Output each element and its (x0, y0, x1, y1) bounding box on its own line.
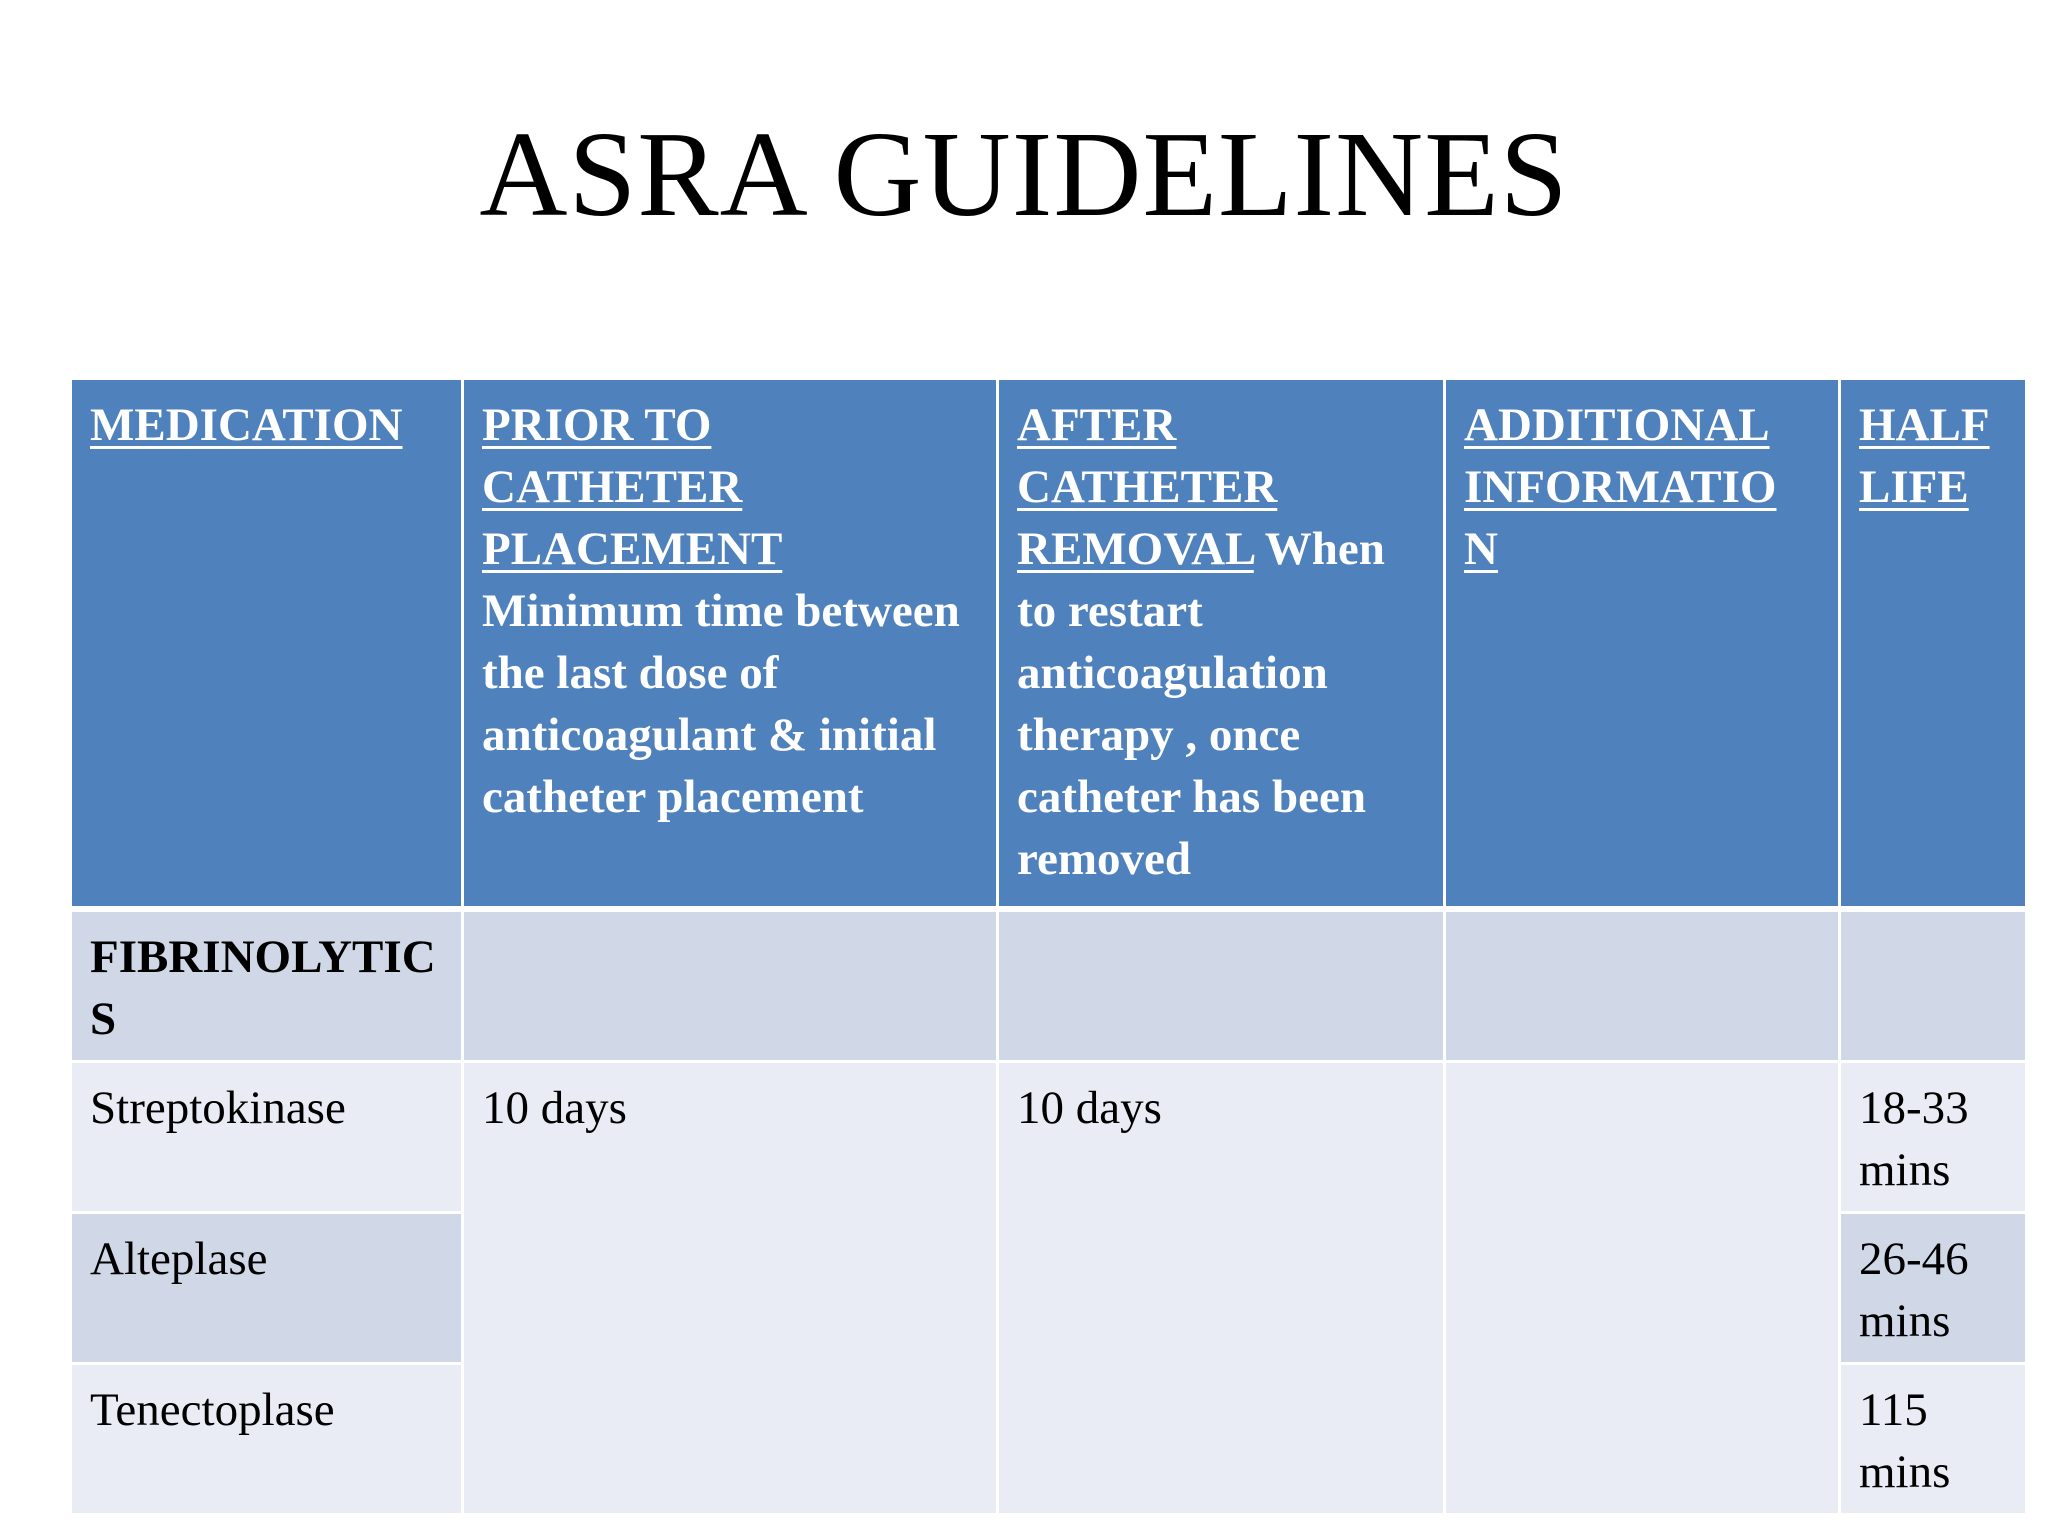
header-prior-line-3: PLACEMENT (482, 523, 783, 575)
header-prior-to-catheter-placement (463, 379, 998, 910)
table-row (71, 1062, 2027, 1213)
slide-title: ASRA GUIDELINES (479, 107, 1569, 242)
medication-cell: Tenectoplase (71, 1364, 463, 1515)
prior-value-cell: 10 days (463, 1062, 998, 1515)
table-header-row (71, 379, 2027, 910)
header-after-line-3: REMOVAL (1017, 523, 1254, 575)
header-additional-line-3: N (1464, 523, 1498, 575)
after-value-cell: 10 days (998, 1062, 1445, 1515)
table-cell (463, 909, 998, 1062)
group-label: FIBRINOLYTICS (90, 931, 436, 1045)
header-prior-line-2: CATHETER (482, 461, 743, 513)
table-cell (1445, 909, 1840, 1062)
asra-guidelines-table (69, 377, 2028, 1516)
table-cell (1840, 909, 2027, 1062)
half-life-cell: 18-33 mins (1840, 1062, 2027, 1213)
header-medication (71, 379, 463, 910)
medication-cell: Streptokinase (71, 1062, 463, 1213)
header-prior-detail: Minimum time between the last dose of anticoagulant & initial catheter placement (482, 585, 960, 823)
additional-info-cell (1445, 1062, 1840, 1515)
header-after-line-2: CATHETER (1017, 461, 1278, 513)
header-additional-information (1445, 379, 1840, 910)
half-life-cell: 115 mins (1840, 1364, 2027, 1515)
table-row-group (71, 909, 2027, 1062)
header-after-line-1: AFTER (1017, 399, 1177, 451)
header-after-catheter-removal (998, 379, 1445, 910)
header-half-life (1840, 379, 2027, 910)
half-life-cell: 26-46 mins (1840, 1213, 2027, 1364)
medication-cell: Alteplase (71, 1213, 463, 1364)
header-additional-line-2: INFORMATIO (1464, 461, 1777, 513)
group-label-cell (71, 909, 463, 1062)
header-half-life-line-2: LIFE (1859, 461, 1969, 513)
header-prior-line-1: PRIOR TO (482, 399, 712, 451)
header-medication-label: MEDICATION (90, 399, 403, 451)
header-half-life-line-1: HALF (1859, 399, 1990, 451)
header-after-detail: When to restart anticoagulation therapy , once catheter has been removed (1017, 523, 1385, 885)
table-cell (998, 909, 1445, 1062)
header-additional-line-1: ADDITIONAL (1464, 399, 1770, 451)
